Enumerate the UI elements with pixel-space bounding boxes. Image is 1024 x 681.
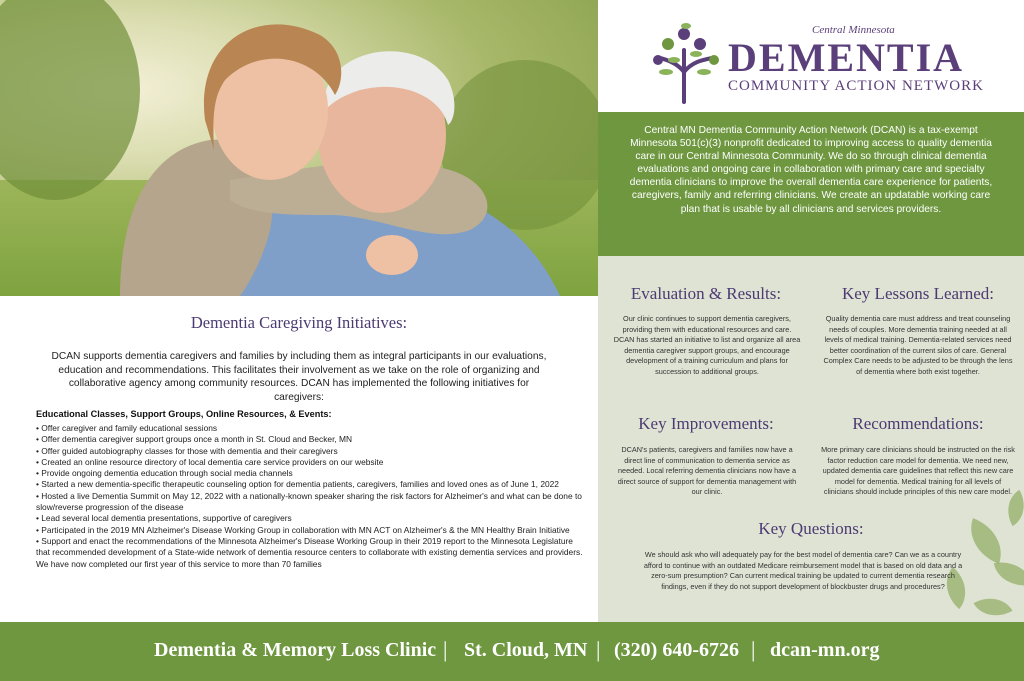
list-item-text: Provide ongoing dementia education through social media channels <box>41 468 293 479</box>
list-item-text: Hosted a live Dementia Summit on May 12, 2022 with a nationally-known speaker sharing the risk factors for Alzheimer's and what can be done to slow/reverse progression of the disease <box>36 490 582 513</box>
footer-bar <box>0 622 1024 681</box>
leaf-icon <box>974 588 1013 622</box>
recommendations-title: Recommendations: <box>852 414 984 433</box>
questions-title: Key Questions: <box>758 519 864 538</box>
list-item: • Lead several local dementia presentations, supportive of caregivers <box>36 513 292 524</box>
improvements-body: DCAN's patients, caregivers and families now have a direct line of communication to dementia service as needed. Local referring dementia clinicians now have a direct source of support for dementia management with our clinic. <box>617 445 797 497</box>
recommendations-body: More primary care clinicians should be instructed on the risk factor reduction care model for dementia. We need new, updated dementia care guidelines that reflect this new care model for dementia. Medical training for all levels of clinicians should include principles of this new care model. <box>821 445 1015 497</box>
list-item-text: Lead several local dementia presentations, supportive of caregivers <box>41 513 292 524</box>
list-item: • Offer caregiver and family educational sessions <box>36 423 218 433</box>
footer-website-link[interactable]: dcan-mn.org <box>770 639 880 661</box>
list-item: • Offer dementia caregiver support groups once a month in St. Cloud and Becker, MN <box>36 434 353 445</box>
list-item: • Hosted a live Dementia Summit on May 12, 2022 with a nationally-known speaker sharing the risk factors for Alzheimer's and what can be done to slow/reverse progression of the disease <box>36 490 582 513</box>
logo-title: DEMENTIA <box>728 35 965 80</box>
list-item: • Participated in the 2019 MN Alzheimer's Disease Working Group in collaboration with MN ACT on Alzheimer's & the MN Healthy Brain Initiative <box>36 524 570 535</box>
footer-separator: | <box>596 637 601 662</box>
list-item-text: Offer guided autobiography classes for those with dementia and their caregivers <box>41 445 338 456</box>
dcan-logo <box>640 18 1000 108</box>
logo-subtitle: COMMUNITY ACTION NETWORK <box>728 78 984 94</box>
intro-box <box>598 112 1024 256</box>
logo-region: Central Minnesota <box>812 24 895 36</box>
list-item-text: Started a new dementia-specific therapeutic counseling option for dementia patients, caregivers, families and loved ones as of June 1, 2022 <box>41 479 559 490</box>
list-item: • Offer guided autobiography classes for those with dementia and their caregivers <box>36 445 338 456</box>
footer-clinic-name: Dementia & Memory Loss Clinic <box>154 639 437 661</box>
intro-text: Central MN Dementia Community Action Network (DCAN) is a tax-exempt Minnesota 501(c)(3) nonprofit dedicated to improving access to quality dementia care in our Central Minnesota Community. We do so through clinical dementia evaluations and ongoing care in collaboration with primary care and specialty dementia clinicians to improve the overall dementia care experience for patients, caregivers, family and referring clinicians. We create an updatable working care plan that is usable by all clinicians and services providers. <box>629 125 993 215</box>
caregiving-intro: DCAN supports dementia caregivers and families by including them as integral participants in our evaluations, education and recommendations. This facilitates their involvement as we take on the role of organizing and collaborative agency among community resources. DCAN has implemented the following initiatives for caregivers: <box>51 351 547 403</box>
list-item-text: Created an online resource directory of local dementia care service providers on our website <box>41 456 384 467</box>
improvements-title: Key Improvements: <box>638 414 774 433</box>
list-item: • Provide ongoing dementia education through social media channels <box>36 468 293 479</box>
couple-photo <box>0 0 598 296</box>
list-item: • Support and enact the recommendations of the Minnesota Alzheimer's Disease Working Group in their 2019 report to the Minnesota Legislature that recommended development of a State-wide network of dementia resource centers to collaborate with existing dementia services and providers. We have now completed our first year of this service to more than 70 families <box>36 535 583 569</box>
footer-phone: (320) 640-6726 <box>614 639 739 661</box>
lessons-body: Quality dementia care must address and treat counseling needs of couples. More dementia training needed at all levels of medical training. Dementia-related services need better coordination of the current silos of care. General Complex Care needs to be adjusted to be through the lens of dementia where both exist together. <box>823 314 1013 376</box>
couple-illustration <box>0 0 598 296</box>
evaluation-body: Our clinic continues to support dementia caregivers, providing them with educational resources and care. DCAN has started an initiative to list and organize all area dementia caregiver support groups, and encourage development of a training curriculum and plans for succession to additional groups. <box>613 314 801 376</box>
results-panel <box>598 256 1024 622</box>
footer-city: St. Cloud, MN <box>464 639 588 661</box>
evaluation-title: Evaluation & Results: <box>630 284 782 303</box>
questions-body: We should ask who will adequately pay for the best model of dementia care? Can we as a country afford to continue with an outdated Medicare reimbursement model that is based on old data and a zero-sum presumption? Can current medical training be updated to current dementia research findings, even if they do not support development of blockbuster drugs and procedures? <box>643 550 963 591</box>
list-item-text: Offer dementia caregiver support groups once a month in St. Cloud and Becker, MN <box>41 434 353 445</box>
initiatives-list <box>36 423 588 570</box>
footer-separator: | <box>443 637 448 662</box>
footer-separator: | <box>751 637 756 662</box>
tree-logo-icon <box>648 20 726 104</box>
leaf-icon <box>994 557 1024 590</box>
list-item-text: Offer caregiver and family educational sessions <box>41 423 218 433</box>
caregiving-title: Dementia Caregiving Initiatives: <box>190 313 408 332</box>
lessons-title: Key Lessons Learned: <box>841 284 994 303</box>
initiatives-list-heading: Educational Classes, Support Groups, Online Resources, & Events: <box>36 409 332 419</box>
list-item: • Created an online resource directory of local dementia care service providers on our website <box>36 456 384 467</box>
list-item-text: Support and enact the recommendations of the Minnesota Alzheimer's Disease Working Group in their 2019 report to the Minnesota Legislature that recommended development of a State-wide network of dementia resource centers to collaborate with existing dementia services and providers. We have now completed our first year of this service to more than 70 families <box>36 535 583 569</box>
list-item: • Started a new dementia-specific therapeutic counseling option for dementia patients, caregivers, families and loved ones as of June 1, 2022 <box>36 479 559 490</box>
list-item-text: Participated in the 2019 MN Alzheimer's Disease Working Group in collaboration with MN ACT on Alzheimer's & the MN Healthy Brain Initiative <box>41 524 570 535</box>
